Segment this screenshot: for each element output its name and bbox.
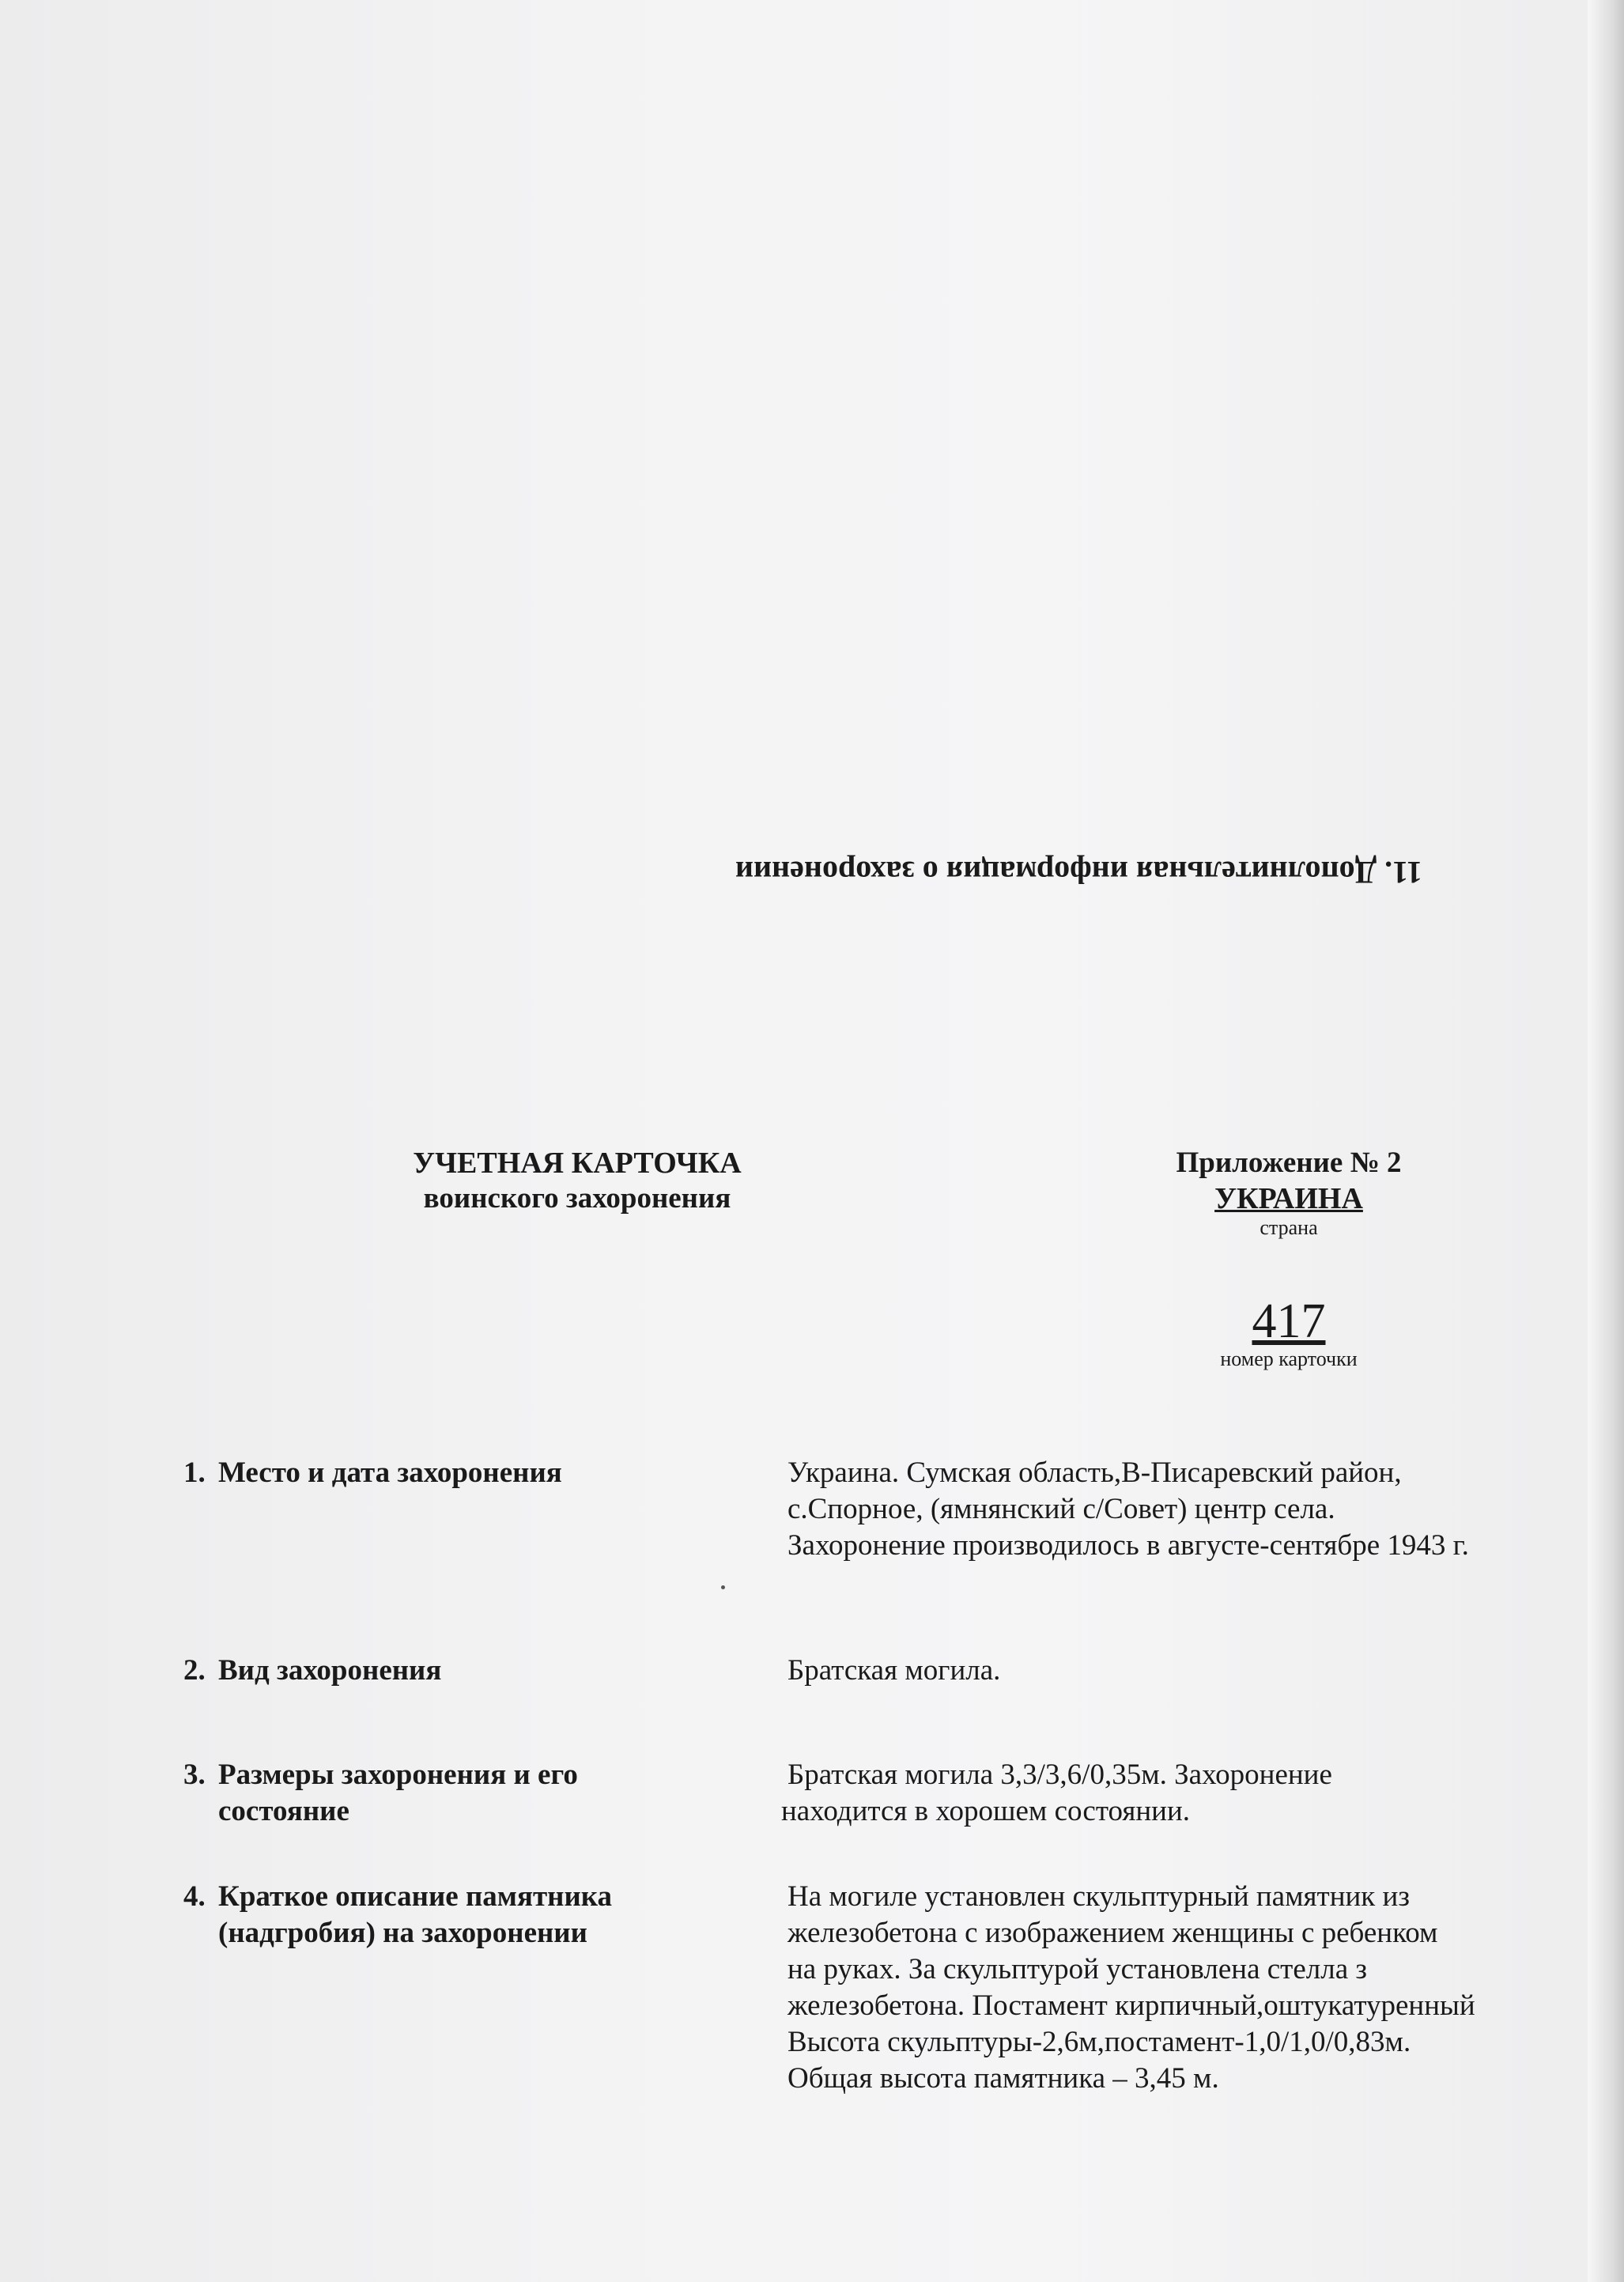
card-title-block (316, 1145, 838, 1216)
section-label (183, 1879, 784, 1951)
section-value (787, 1455, 1578, 1564)
value-line: На могиле установлен скульптурный памятник из (787, 1880, 1410, 1913)
card-subtitle: воинского захоронения (423, 1182, 731, 1215)
section-value (787, 1653, 1578, 1689)
section-value (781, 1757, 1578, 1830)
section-number: 3. (183, 1759, 206, 1791)
value-line: на руках. За скульптурой установлена стелла з (787, 1953, 1367, 1985)
section-label-line: (надгробия) на захоронении (218, 1917, 587, 1949)
section-label (183, 1455, 784, 1491)
page-edge (1588, 0, 1624, 2282)
value-line: Братская могила. (787, 1654, 1001, 1687)
value-line: с.Спорное, (ямнянский с/Совет) центр села. (787, 1493, 1335, 1525)
value-line: железобетона с изображением женщины с ребенком (787, 1917, 1438, 1949)
country-caption: страна (1260, 1216, 1318, 1239)
section-value (787, 1879, 1578, 2097)
country-value: УКРАИНА (1214, 1182, 1363, 1215)
value-line: Братская могила 3,3/3,6/0,35м. Захоронение (787, 1759, 1332, 1791)
value-line: Общая высота памятника – 3,45 м. (787, 2062, 1219, 2095)
card-number: 417 (1252, 1294, 1326, 1348)
section-label-line: Размеры захоронения и его (218, 1759, 578, 1791)
section-number: 1. (183, 1456, 206, 1489)
section-number: 2. (183, 1654, 206, 1687)
upside-down-section-heading: 11. Дополнительная информация о захоронении (735, 855, 1422, 890)
value-line: Высота скульптуры-2,6м,постамент-1,0/1,0/0,83м. (787, 2026, 1411, 2058)
value-line: Украина. Сумская область,В-Писаревский район, (787, 1456, 1402, 1489)
section-label-line: Краткое описание памятника (218, 1880, 613, 1913)
value-line: железобетона. Постамент кирпичный,оштукатуренный (787, 1989, 1475, 2022)
card-title: УЧЕТНАЯ КАРТОЧКА (413, 1147, 742, 1180)
appendix-label: Приложение № 2 (1176, 1147, 1402, 1179)
section-label-line: Место и дата захоронения (218, 1456, 562, 1489)
appendix-block (1139, 1145, 1439, 1371)
section-label-line: состояние (218, 1795, 349, 1827)
section-label (183, 1757, 784, 1830)
paper-speck (721, 1585, 725, 1589)
section-label-line: Вид захоронения (218, 1654, 442, 1687)
section-number: 4. (183, 1880, 206, 1913)
value-line: Захоронение производилось в августе-сентябре 1943 г. (787, 1529, 1469, 1562)
value-line: находится в хорошем состоянии. (781, 1795, 1190, 1827)
card-number-caption: номер карточки (1220, 1347, 1358, 1370)
section-label (183, 1653, 784, 1689)
